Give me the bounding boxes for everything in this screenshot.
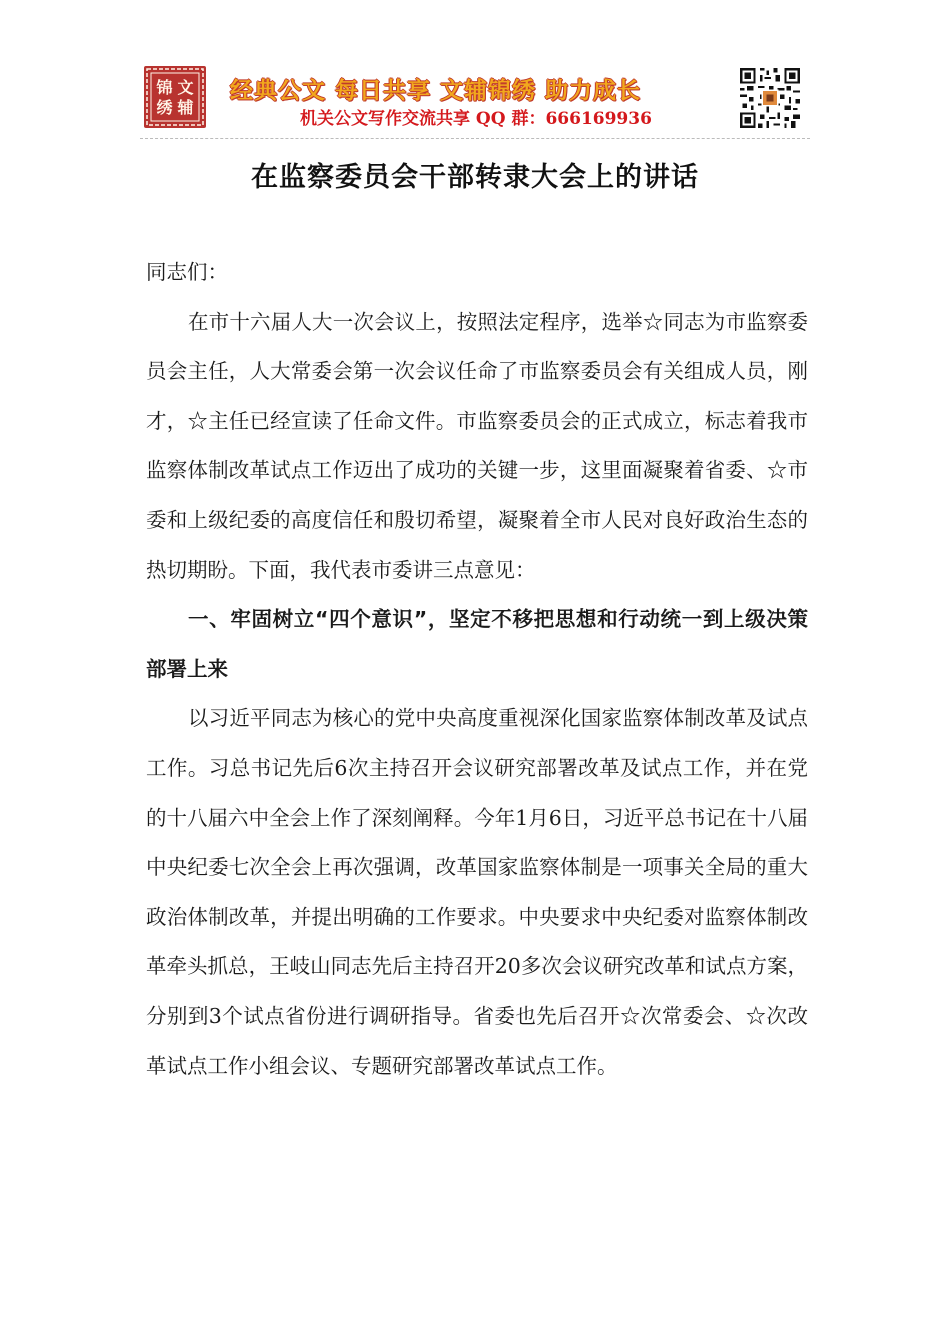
seal-char: 锦 bbox=[156, 78, 173, 97]
header-divider bbox=[140, 138, 810, 139]
seal-logo bbox=[144, 66, 206, 128]
seal-char: 绣 bbox=[156, 98, 173, 117]
header-slogan: 经典公文 每日共享 文辅锦绣 助力成长 bbox=[230, 78, 642, 104]
document-body bbox=[146, 248, 808, 1091]
qr-code-icon bbox=[738, 66, 802, 130]
page-header bbox=[140, 62, 810, 134]
seal-char: 辅 bbox=[177, 98, 194, 117]
qq-group-line: 机关公文写作交流共享 QQ 群：666169936 bbox=[300, 109, 652, 129]
section-heading: 一、牢固树立“四个意识”，坚定不移把思想和行动统一到上级决策部署上来 bbox=[146, 607, 808, 681]
seal-char: 文 bbox=[177, 78, 194, 97]
document-title: 在监察委员会干部转隶大会上的讲话 bbox=[251, 162, 699, 193]
salutation: 同志们： bbox=[146, 260, 228, 284]
paragraph: 在市十六届人大一次会议上，按照法定程序，选举☆同志为市监察委员会主任，人大常委会第一次会议任命了市监察委员会有关组成人员，刚才，☆主任已经宣读了任命文件。市监察委员会的正式成立，标志着我市监察体制改革试点工作迈出了成功的关键一步，这里面凝聚着省委、☆市委和上级纪委的高度信任和殷切希望，凝聚着全市人民对良好政治生态的热切期盼。下面，我代表市委讲三点意见： bbox=[146, 309, 808, 582]
paragraph: 以习近平同志为核心的党中央高度重视深化国家监察体制改革及试点工作。习总书记先后6次主持召开会议研究部署改革及试点工作，并在党的十八届六中全会上作了深刻阐释。今年1月6日，习近平总书记在十八届中央纪委七次全会上再次强调，改革国家监察体制是一项事关全局的重大政治体制改革，并提出明确的工作要求。中央要求中央纪委对监察体制改革牵头抓总，王岐山同志先后主持召开20多次会议研究改革和试点方案，分别到3个试点省份进行调研指导。省委也先后召开☆次常委会、☆次改革试点工作小组会议、专题研究部署改革试点工作。 bbox=[146, 706, 808, 1078]
